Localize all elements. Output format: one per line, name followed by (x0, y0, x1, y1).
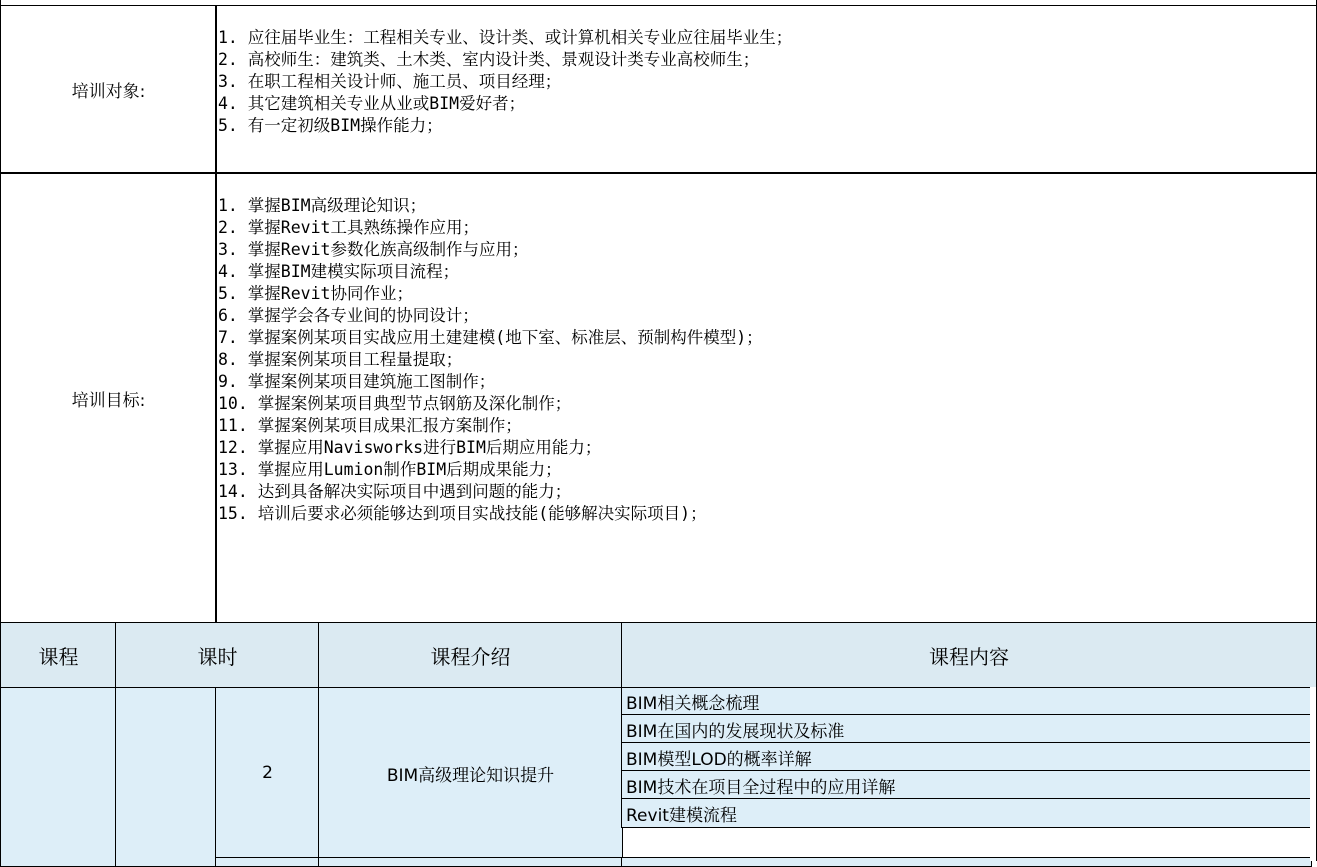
header-content-label: 课程内容 (929, 645, 1009, 669)
audience-label-cell (0, 5, 217, 174)
content-text: BIM相关概念梳理 (626, 694, 760, 714)
audience-item: 2. 高校师生：建筑类、土木类、室内设计类、景观设计类专业高校师生； (218, 50, 760, 69)
audience-item: 5. 有一定初级BIM操作能力； (218, 116, 443, 135)
content-row (621, 714, 1312, 744)
content-text: Revit建模流程 (626, 805, 737, 826)
goals-item: 13. 掌握应用Lumion制作BIM后期成果能力； (218, 460, 562, 479)
audience-item: 4. 其它建筑相关专业从业或BIM爱好者； (218, 94, 526, 113)
header-intro-label: 课程介绍 (430, 645, 511, 669)
hours-cell (215, 687, 320, 859)
audience-item: 3. 在职工程相关设计师、施工员、项目经理； (218, 72, 562, 91)
next-row-hours-cell (215, 857, 320, 867)
goals-item: 8. 掌握案例某项目工程量提取； (218, 350, 463, 369)
goals-item: 6. 掌握学会各专业间的协同设计； (218, 306, 479, 325)
goals-item: 9. 掌握案例某项目建筑施工图制作； (218, 372, 496, 391)
goals-item: 12. 掌握应用Navisworks进行BIM后期应用能力； (218, 438, 602, 457)
goals-item: 5. 掌握Revit协同作业； (218, 284, 413, 303)
header-content (621, 622, 1317, 689)
header-hours-label: 课时 (197, 645, 238, 669)
header-course-label: 课程 (38, 645, 79, 669)
next-row-content-cell (621, 857, 1312, 867)
intro-cell (318, 687, 623, 859)
goals-label-cell (0, 172, 217, 624)
header-intro (318, 622, 623, 689)
goals-item: 10. 掌握案例某项目典型节点钢筋及深化制作； (218, 394, 572, 413)
intro-text: BIM高级理论知识提升 (386, 765, 555, 786)
goals-item: 1. 掌握BIM高级理论知识； (218, 196, 427, 215)
header-hours (115, 622, 320, 689)
hours-value: 2 (262, 763, 273, 783)
content-text: BIM模型LOD的概率详解 (626, 749, 812, 770)
next-row-intro-cell (318, 857, 623, 867)
goals-item: 11. 掌握案例某项目成果汇报方案制作； (218, 416, 522, 435)
header-course (0, 622, 117, 689)
audience-label: 培训对象: (71, 82, 146, 102)
content-row (621, 687, 1312, 716)
content-text: BIM在国内的发展现状及标准 (626, 721, 845, 742)
content-row (621, 742, 1312, 772)
goals-item: 4. 掌握BIM建模实际项目流程； (218, 262, 460, 281)
course-cell (0, 687, 117, 867)
goals-label: 培训目标: (71, 390, 146, 411)
goals-item: 7. 掌握案例某项目实战应用土建建模(地下室、标准层、预制构件模型)； (218, 328, 763, 347)
goals-item: 15. 培训后要求必须能够达到项目实战技能(能够解决实际项目)； (218, 504, 707, 523)
audience-item: 1. 应往届毕业生：工程相关专业、设计类、或计算机相关专业应往届毕业生； (218, 28, 793, 47)
hours-outer-cell (115, 687, 217, 867)
content-row (621, 798, 1312, 828)
content-row (621, 770, 1312, 800)
goals-list (215, 172, 1317, 624)
goals-item: 3. 掌握Revit参数化族高级制作与应用； (218, 240, 529, 259)
right-edge-strip (1310, 687, 1317, 861)
audience-list (215, 5, 1317, 174)
goals-item: 2. 掌握Revit工具熟练操作应用； (218, 218, 479, 237)
content-text: BIM技术在项目全过程中的应用详解 (626, 777, 896, 798)
goals-item: 14. 达到具备解决实际项目中遇到问题的能力； (218, 482, 572, 501)
